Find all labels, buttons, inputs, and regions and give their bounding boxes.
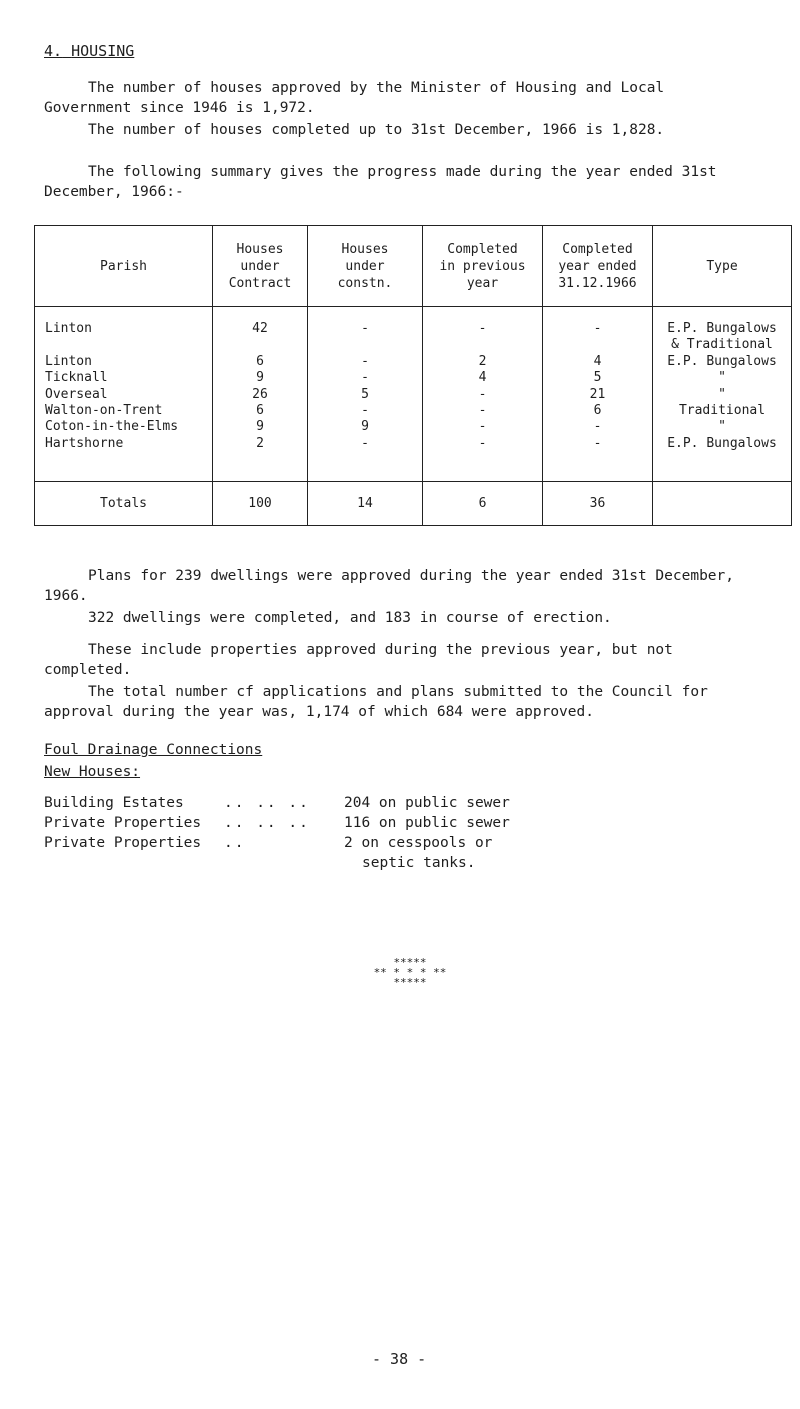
paragraph-include: These include properties approved during the previous year, but not completed. xyxy=(44,642,673,678)
list-item: Building Estates .. .. .. 204 on public sewer xyxy=(44,795,510,811)
section-heading xyxy=(44,42,134,60)
totals-type xyxy=(653,482,792,526)
totals-label: Totals xyxy=(35,482,213,526)
drainage-subtitle: New Houses: xyxy=(44,764,141,780)
col-contract: 42 6 9 26 6 9 2 xyxy=(213,307,308,482)
drainage-title: Foul Drainage Connections xyxy=(44,742,263,758)
table-totals-row xyxy=(35,482,792,526)
paragraph-summary: The following summary gives the progress made during the year ended 31st December, 1966:- xyxy=(44,164,717,200)
paragraph-dwellings: 322 dwellings were completed, and 183 in course of erection. xyxy=(88,610,612,626)
list-item: Private Properties .. 2 on cesspools or xyxy=(44,835,493,851)
section-title: HOUSING xyxy=(71,42,135,60)
col-constn: - - - 5 - 9 - xyxy=(308,307,423,482)
list-item: Private Properties .. .. .. 116 on public sewer xyxy=(44,815,510,831)
header-parish: Parish xyxy=(35,226,213,307)
table-body-row xyxy=(35,307,792,482)
header-type: Type xyxy=(653,226,792,307)
housing-progress-table xyxy=(34,225,792,526)
paragraph-applications: The total number cf applications and plans submitted to the Council for approval during the year was, 1,174 of which 684 were approved. xyxy=(44,684,708,720)
section-number: 4. xyxy=(44,42,63,60)
col-previous: - 2 4 - - - - xyxy=(423,307,543,482)
totals-constn: 14 xyxy=(308,482,423,526)
col-parish: Linton Linton Ticknall Overseal Walton-on-Trent Coton-in-the-Elms Hartshorne xyxy=(35,307,213,482)
list-item-continuation: septic tanks. xyxy=(362,855,476,871)
header-contract: Houses under Contract xyxy=(213,226,308,307)
drainage-list xyxy=(44,793,592,873)
header-previous: Completed in previous year xyxy=(423,226,543,307)
paragraph-approved: The number of houses approved by the Minister of Housing and Local Government since 1946 is 1,972. xyxy=(44,80,665,116)
col-ended: - 4 5 21 6 - - xyxy=(543,307,653,482)
table-header-row xyxy=(35,226,792,307)
page-number: - 38 - xyxy=(372,1350,427,1368)
totals-previous: 6 xyxy=(423,482,543,526)
col-type: E.P. Bungalows & Traditional E.P. Bungalows " " Traditional " E.P. Bungalows xyxy=(653,307,792,482)
totals-contract: 100 xyxy=(213,482,308,526)
totals-ended: 36 xyxy=(543,482,653,526)
paragraph-completed: The number of houses completed up to 31st December, 1966 is 1,828. xyxy=(88,122,665,138)
header-ended: Completed year ended 31.12.1966 xyxy=(543,226,653,307)
paragraph-plans: Plans for 239 dwellings were approved during the year ended 31st December, 1966. xyxy=(44,568,735,604)
header-constn: Houses under constn. xyxy=(308,226,423,307)
star-ornament: ***** ** * * * ** ***** xyxy=(373,956,447,989)
